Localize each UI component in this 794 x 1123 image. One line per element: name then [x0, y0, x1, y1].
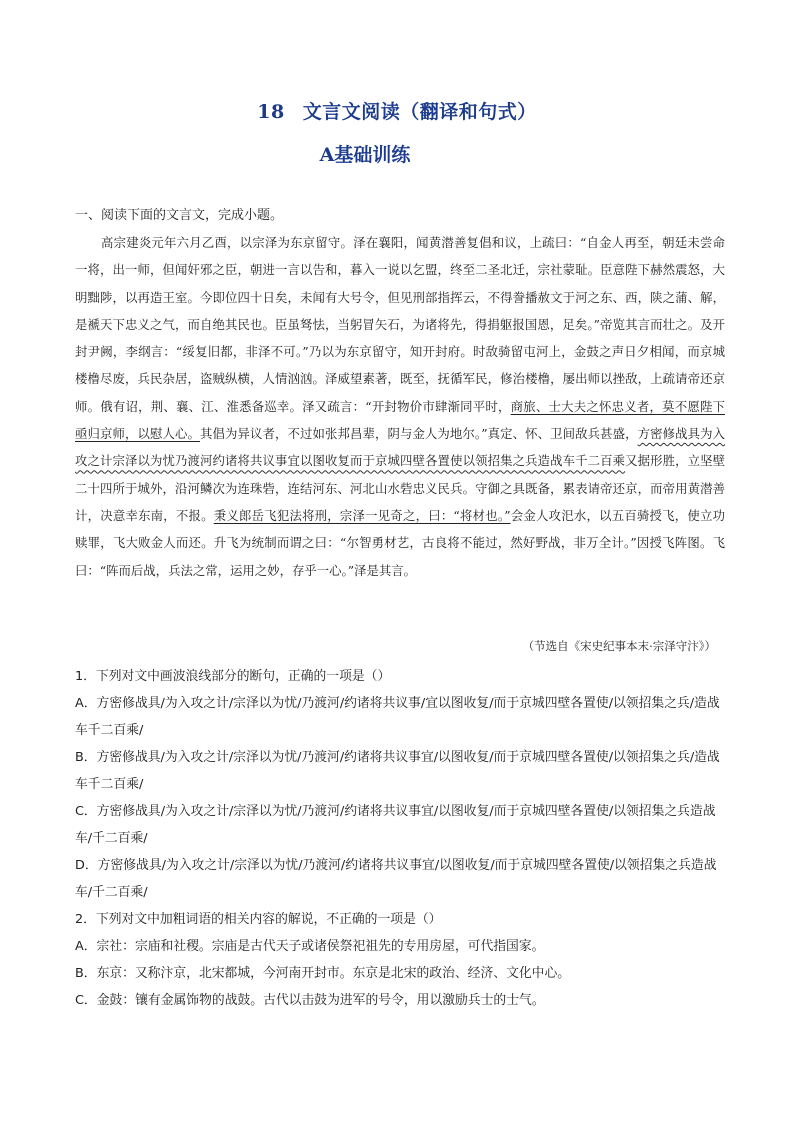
passage-text-3: 又据形胜，立坚壁二十四所于城外，沿河鳞次为连珠砦，连结河东、河北山水砦忠义民兵。守御之具既备，累表请帝还京，而帝用黄潜善计，决意幸东南，不报。	[75, 453, 725, 523]
question-1-stem: 1．下列对文中画波浪线部分的断句，正确的一项是（）	[75, 669, 391, 684]
chapter-number: 18	[257, 101, 285, 123]
chapter-title-text: 文言文阅读（翻译和句式）	[302, 101, 537, 123]
section-heading: 一、阅读下面的文言文，完成小题。	[75, 208, 284, 223]
question-2-option-a: A．宗社：宗庙和社稷。宗庙是古代天子或诸侯祭祀祖先的专用房屋，可代指国家。	[75, 939, 545, 954]
underlined-sentence-2: 秉义郎岳飞犯法将刑，宗泽一见奇之，曰：“将材也。”	[213, 507, 511, 523]
question-2-stem: 2．下列对文中加粗词语的相关内容的解说，不正确的一项是（）	[75, 912, 442, 927]
classical-passage	[75, 229, 725, 584]
wavy-underlined-sentence: 方密修战具为入攻之计宗泽以为忧乃渡河约诸将共议事宜以图收复而于京城四壁各置使以领招集之兵造战车千二百乘	[75, 426, 726, 469]
underlined-sentence-1: 商旅、士大夫之怀忠义者，莫不愿陛下亟归京师，以慰人心。	[75, 398, 725, 442]
question-2-option-c: C．金鼓：镶有金属饰物的战鼓。古代以击鼓为进军的号令，用以激励兵士的士气。	[75, 993, 545, 1008]
passage-text-4: 会金人攻汜水，以五百骑授飞，使立功赎罪，飞大败金人而还。升飞为统制而谓之曰：“尔智勇材艺，古良将不能过，然好野战，非万全计。”因授飞阵图。飞曰：“阵而后战，兵法之常，运用之妙，存乎一心。”泽是其言。	[75, 507, 726, 578]
passage-text-2: 其倡为异议者，不过如张邦昌辈，阴与金人为地尔。”真定、怀、卫间敌兵甚盛，	[199, 426, 638, 442]
passage-source: （节选自《宋史纪事本末·宗泽守汴》）	[522, 639, 716, 653]
passage-text-1: 高宗建炎元年六月乙酉，以宗泽为东京留守。泽在襄阳，闻黄潜善复倡和议，上疏曰：“自金人再至，朝廷未尝命一将，出一师，但闻奸邪之臣，朝进一言以告和，暮入一说以乞盟，终至二圣北迁，宗社蒙耻。臣意陛下赫然震怒，大明黜陟，以再造王室。今即位四十日矣，未闻有大号令，但见刑部指挥云，不得誊播赦文于河之东、西，陕之蒲、解，是褫天下忠义之气，而自绝其民也。臣虽驽怯，当躬冒矢石，为诸将先，得捐躯报国恩，足矣。”帝览其言而壮之。及开封尹阙，李纲言：“绥复旧都，非泽不可。”乃以为东京留守，知开封府。时敌骑留屯河上，金鼓之声日夕相闻，而京城楼橹尽废，兵民杂居，盗贼纵横，人情汹汹。泽威望素著，既至，抚循军民，修治楼橹，屡出师以挫敌，上疏请帝还京师。俄有诏，荆、襄、江、淮悉备巡幸。泽又疏言：“开封物价市肆渐同平时，	[75, 235, 725, 414]
question-1-option-a: A．方密修战具/为入攻之计/宗泽以为忧/乃渡河/约诸将共议事/宜以图收复/而于京城四壁各置使/以领招集之兵/造战车千二百乘/	[75, 696, 720, 738]
questions-block	[75, 663, 725, 1014]
question-1-option-c: C．方密修战具/为入攻之计/宗泽以为忧/乃渡河/约诸将共议事宜/以图收复/而于京城四壁各置使/以领招集之兵造战车/千二百乘/	[75, 804, 716, 846]
question-1-option-b: B．方密修战具/为入攻之计/宗泽以为忧/乃渡河/约诸将共议事宜/以图收复/而于京城四壁各置使/以领招集之兵/造战车千二百乘/	[75, 750, 720, 792]
chapter-title	[0, 97, 794, 124]
question-1-option-d: D．方密修战具/为入攻之计/宗泽以为忧/乃渡河/约诸将共议事宜/以图收复/而于京城四壁各置使/以领招集之兵造战车/千二百乘/	[75, 858, 717, 900]
question-2-option-b: B．东京：又称汴京，北宋都城，今河南开封市。东京是北宋的政治、经济、文化中心。	[75, 966, 571, 981]
section-subtitle: A基础训练	[319, 144, 411, 166]
